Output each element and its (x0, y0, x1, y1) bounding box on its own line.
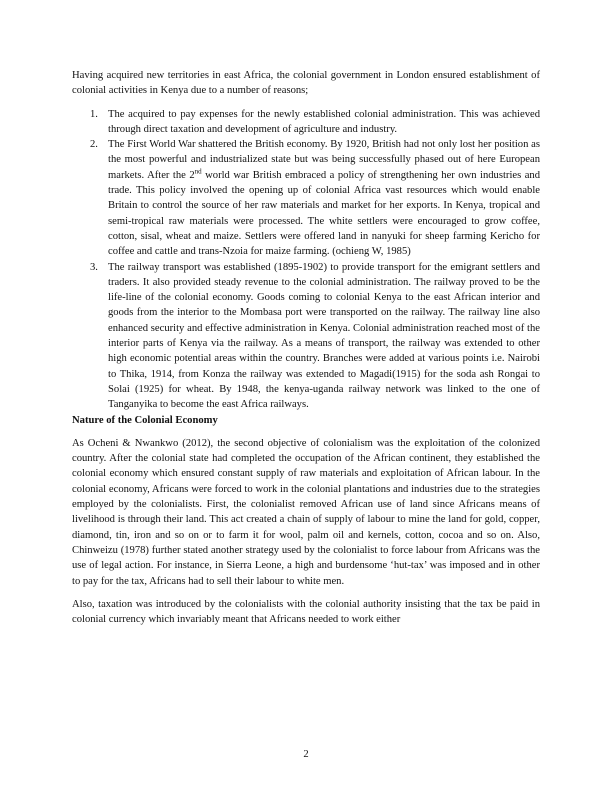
reason-item-3 (72, 260, 540, 413)
intro-paragraph: Having acquired new territories in east Africa, the colonial government in London ensured establishment of colonial activities in Kenya due to a number of reasons; (72, 70, 540, 97)
reason-text-part-2: world war British embraced a policy of strengthening her own industries and trade. This policy involved the opening up of colonial Africa vast resources which would enable Britain to control the source of her raw materials and market for her exports. In Kenya, tropical and semi-tropical raw materials were processed. The white settlers were encouraged to grow coffee, cotton, sisal, wheat and maize. Settlers were offered land in nanyuki for sheep farming Kericho for coffee and cattle and trans-Nzoia for maize farming. (ochieng W, 1985) (108, 169, 540, 258)
reasons-list (72, 107, 540, 413)
reason-text-part-1: The First World War shattered the British economy. By 1920, British had not only lost her position as the most powerful and industrialized state but was being successfully phased out of here European markets. After the 2 (108, 139, 540, 181)
body-paragraph: Also, taxation was introduced by the colonialists with the colonial authority insisting that the tax be paid in colonial currency which invariably meant that Africans needed to work either (72, 598, 540, 626)
reason-item-1 (72, 107, 540, 138)
page-number: 2 (303, 749, 309, 760)
document-page (72, 68, 540, 635)
reason-text: The acquired to pay expenses for the newly established colonial administration. This was achieved through direct taxation and development of agriculture and industry. (108, 108, 540, 135)
section-heading: Nature of the Colonial Economy (72, 414, 218, 426)
list-number: 3. (90, 261, 98, 273)
list-number: 1. (90, 108, 98, 120)
ordinal-superscript: nd (194, 167, 202, 176)
list-number: 2. (90, 139, 98, 151)
reason-text: The railway transport was established (1895-1902) to provide transport for the emigrant settlers and traders. It also provided steady revenue to the colonial administration. The railway proved to be the life-line of the colonial economy. Goods coming to colonial Kenya to the east African interior and goods from the interior to the Mombasa port were transported on the railway. The railway line also enhanced security and effective administration in Kenya. Colonial administration reached most of the interior parts of Kenya via the railway. As a means of transport, the railway was extended to other high economic potential areas within the country. Branches were added at various points i.e. Nairobi to Thika, 1914, from Konza the railway was extended to Magadi(1915) for the soda ash Rongai to Solai (1925) for wheat. By 1948, the kenya-uganda railway network was linked to the one of Tanganyika to become the east Africa railways. (108, 261, 540, 411)
reason-item-2 (72, 137, 540, 259)
body-paragraph: As Ocheni & Nwankwo (2012), the second objective of colonialism was the exploitation of the colonized country. After the colonial state had completed the occupation of the African continent, they established the colonial economy which ensured constant supply of raw materials and exploitation of African labour. In the colonial economy, Africans were forced to work in the colonial plantations and industries due to the strategies employed by the colonialists. First, the colonialist removed African use of land since Africans means of livelihood is through their land. This act created a chain of supply of labour to mine the land for gold, copper, diamond, tin, iron and so on or to farm it for wool, palm oil and kernels, cotton, cocoa and so on. Also, Chinweizu (1978) further stated another strategy used by the colonialist to force labour from Africans was the use of legal action. For instance, in Sierra Leone, a high and burdensome ‘hut-tax’ was imposed and in other to pay for the tax, Africans had to sell their labour to white men. (72, 437, 540, 587)
